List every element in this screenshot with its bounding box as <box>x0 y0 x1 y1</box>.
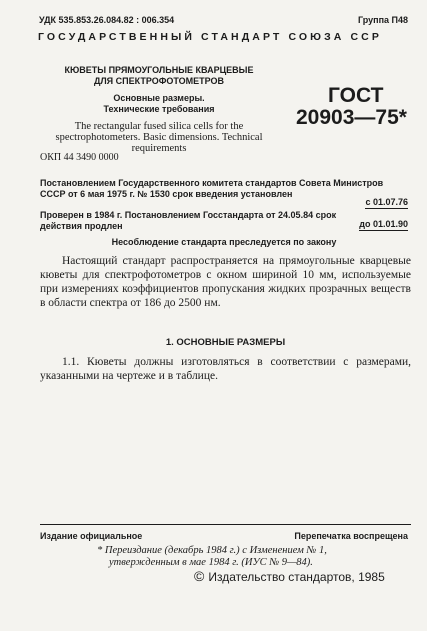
effective-date: с 01.07.76 <box>365 197 408 207</box>
footer-divider <box>40 524 411 525</box>
title-block <box>40 65 278 154</box>
footnote <box>97 545 387 569</box>
copyright-text: Издательство стандартов, 1985 <box>208 570 385 584</box>
reprint-notice: Перепечатка воспрещена <box>294 531 408 541</box>
standard-banner: ГОСУДАРСТВЕННЫЙ СТАНДАРТ СОЮЗА ССР <box>38 31 382 43</box>
title-line-1: КЮВЕТЫ ПРЯМОУГОЛЬНЫЕ КВАРЦЕВЫЕ <box>64 65 254 75</box>
clause-1-1: 1.1. Кюветы должны изготовляться в соответствии с размерами, указанными на чертеже и в таблице. <box>40 356 411 382</box>
gost-label: ГОСТ <box>328 84 384 107</box>
official-edition: Издание официальное <box>40 531 143 541</box>
subtitle-line-1: Основные размеры. <box>113 93 205 103</box>
footnote-line-2: утвержденным в мае 1984 г. (ИУС № 9—84). <box>109 557 313 568</box>
english-title: The rectangular fused silica cells for the spectrophotometers. Basic dimensions. Technical requirements <box>55 121 263 154</box>
footnote-line-1: * Переиздание (декабрь 1984 г.) с Изменением № 1, <box>97 545 327 556</box>
copyright-icon: © <box>194 568 205 584</box>
okp-code: ОКП 44 3490 0000 <box>40 152 119 163</box>
extended-date: до 01.01.90 <box>359 219 408 229</box>
legal-notice: Несоблюдение стандарта преследуется по закону <box>111 237 337 247</box>
subtitle-line-2: Технические требования <box>103 104 215 114</box>
intro-paragraph: Настоящий стандарт распространяется на прямоугольные кварцевые кюветы для спектрофотометров с окном шириной 10 мм, используемые при измерениях коэффициентов пропускания жидких прозрачных веществ в области спектра от 186 до 2500 нм. <box>40 255 411 309</box>
section-title: 1. ОСНОВНЫЕ РАЗМЕРЫ <box>165 337 286 348</box>
udk-code: УДК 535.853.26.084.82 : 006.354 <box>39 15 175 25</box>
title-line-2: ДЛЯ СПЕКТРОФОТОМЕТРОВ <box>93 76 225 86</box>
check-text: Проверен в 1984 г. Постановлением Госстандарта от 24.05.84 срок действия продлен <box>40 210 337 231</box>
gost-number: 20903—75* <box>296 106 407 129</box>
copyright <box>194 568 385 584</box>
group-code: Группа П48 <box>357 15 408 25</box>
decree-text: Постановлением Государственного комитета стандартов Совета Министров СССР от 6 мая 1975 г. № 1530 срок введения установлен <box>40 178 384 199</box>
